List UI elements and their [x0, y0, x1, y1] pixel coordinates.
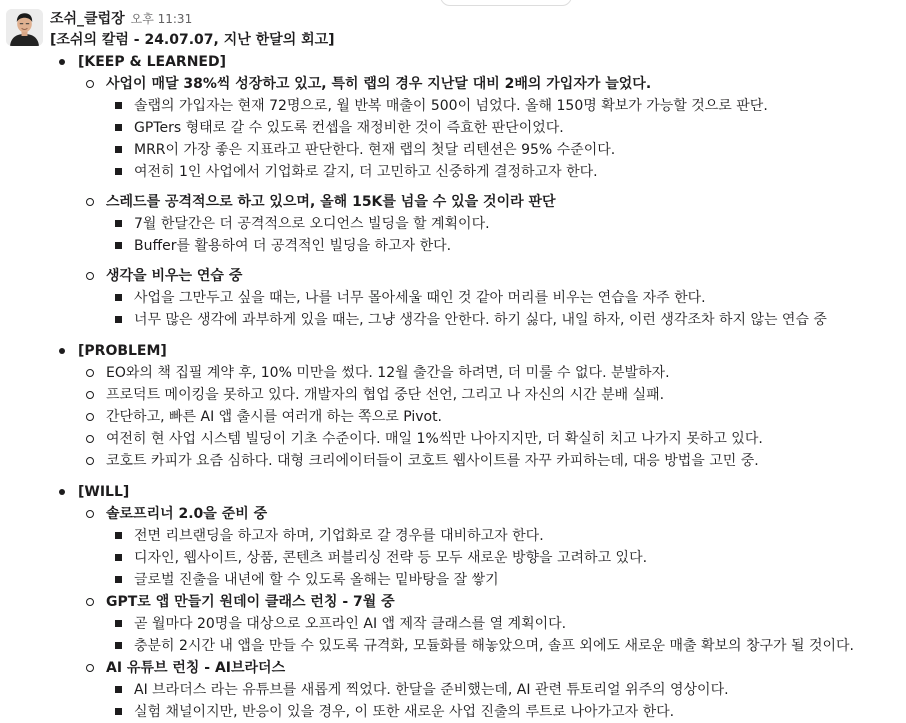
list-item: AI 브라더스 라는 유튜브를 새롭게 찍었다. 한달을 준비했는데, AI 관련 튜토리얼 위주의 영상이다.	[106, 679, 900, 701]
group-item	[78, 265, 900, 331]
message	[50, 7, 900, 723]
section-label: [PROBLEM]	[50, 340, 900, 362]
list-item: 디자인, 웹사이트, 상품, 콘텐츠 퍼블리싱 전략 등 모두 새로운 방향을 고려하고 있다.	[106, 547, 900, 569]
list-item: 곧 월마다 20명을 대상으로 오프라인 AI 앱 제작 클래스를 열 계획이다.	[106, 613, 900, 635]
group-item	[78, 657, 900, 723]
avatar[interactable]	[6, 9, 43, 46]
group-heading: 생각을 비우는 연습 중	[78, 265, 900, 287]
group-item	[78, 73, 900, 183]
list-item: EO와의 책 집필 계약 후, 10% 미만을 썼다. 12월 출간을 하려면, 더 미룰 수 없다. 분발하자.	[78, 362, 900, 384]
group-heading: 사업이 매달 38%씩 성장하고 있고, 특히 랩의 경우 지난달 대비 2배의 가입자가 늘었다.	[78, 73, 900, 95]
group-item	[78, 191, 900, 257]
list-item: 여전히 1인 사업에서 기업화로 갈지, 더 고민하고 신중하게 결정하고자 한다.	[106, 161, 900, 183]
list-item: 간단하고, 빠른 AI 앱 출시를 여러개 하는 쪽으로 Pivot.	[78, 406, 900, 428]
message-title: [조쉬의 칼럼 - 24.07.07, 지난 한달의 회고]	[50, 32, 335, 48]
date-divider-pill[interactable]	[440, 0, 572, 6]
list-item: 7월 한달간은 더 공격적으로 오디언스 빌딩을 할 계획이다.	[106, 213, 900, 235]
list-item: 사업을 그만두고 싶을 때는, 나를 너무 몰아세울 때인 것 같아 머리를 비우는 연습을 자주 한다.	[106, 287, 900, 309]
sender-name[interactable]: 조쉬_클럽장	[50, 11, 125, 27]
section-problem	[50, 340, 900, 472]
group-heading: 솔로프리너 2.0을 준비 중	[78, 503, 900, 525]
list-item: MRR이 가장 좋은 지표라고 판단한다. 현재 랩의 첫달 리텐션은 95% 수준이다.	[106, 139, 900, 161]
section-will	[50, 481, 900, 723]
section-label: [WILL]	[50, 481, 900, 503]
message-timestamp[interactable]: 오후 11:31	[130, 12, 193, 26]
list-item: 여전히 현 사업 시스템 빌딩이 기초 수준이다. 매일 1%씩만 나아지지만, 더 확실히 치고 나가지 못하고 있다.	[78, 428, 900, 450]
section-keep-learned	[50, 51, 900, 331]
section-label: [KEEP & LEARNED]	[50, 51, 900, 73]
list-item: 코호트 카피가 요즘 심하다. 대형 크리에이터들이 코호트 웹사이트를 자꾸 카피하는데, 대응 방법을 고민 중.	[78, 450, 900, 472]
list-item: 솔랩의 가입자는 현재 72명으로, 월 반복 매출이 500이 넘었다. 올해 150명 확보가 가능할 것으로 판단.	[106, 95, 900, 117]
message-outline	[50, 51, 900, 723]
group-heading: AI 유튜브 런칭 - AI브라더스	[78, 657, 900, 679]
list-item: 프로덕트 메이킹을 못하고 있다. 개발자의 협업 중단 선언, 그리고 나 자신의 시간 분배 실패.	[78, 384, 900, 406]
list-item: 너무 많은 생각에 과부하게 있을 때는, 그냥 생각을 안한다. 하기 싫다, 내일 하자, 이런 생각조차 하지 않는 연습 중	[106, 309, 900, 331]
list-item: 글로벌 진출을 내년에 할 수 있도록 올해는 밑바탕을 잘 쌓기	[106, 569, 900, 591]
group-item	[78, 503, 900, 591]
group-heading: 스레드를 공격적으로 하고 있으며, 올해 15K를 넘을 수 있을 것이라 판단	[78, 191, 900, 213]
group-heading: GPT로 앱 만들기 원데이 클래스 런칭 - 7월 중	[78, 591, 900, 613]
list-item: Buffer를 활용하여 더 공격적인 빌딩을 하고자 한다.	[106, 235, 900, 257]
list-item: 충분히 2시간 내 앱을 만들 수 있도록 규격화, 모듈화를 해놓았으며, 솔프 외에도 새로운 매출 확보의 창구가 될 것이다.	[106, 635, 900, 657]
message-header	[50, 7, 900, 29]
group-item	[78, 591, 900, 657]
list-item: 실험 채널이지만, 반응이 있을 경우, 이 또한 새로운 사업 진출의 루트로 나아가고자 한다.	[106, 701, 900, 723]
avatar-photo	[6, 9, 43, 46]
list-item: 전면 리브랜딩을 하고자 하며, 기업화로 갈 경우를 대비하고자 한다.	[106, 525, 900, 547]
list-item: GPTers 형태로 갈 수 있도록 컨셉을 재정비한 것이 즉효한 판단이었다.	[106, 117, 900, 139]
